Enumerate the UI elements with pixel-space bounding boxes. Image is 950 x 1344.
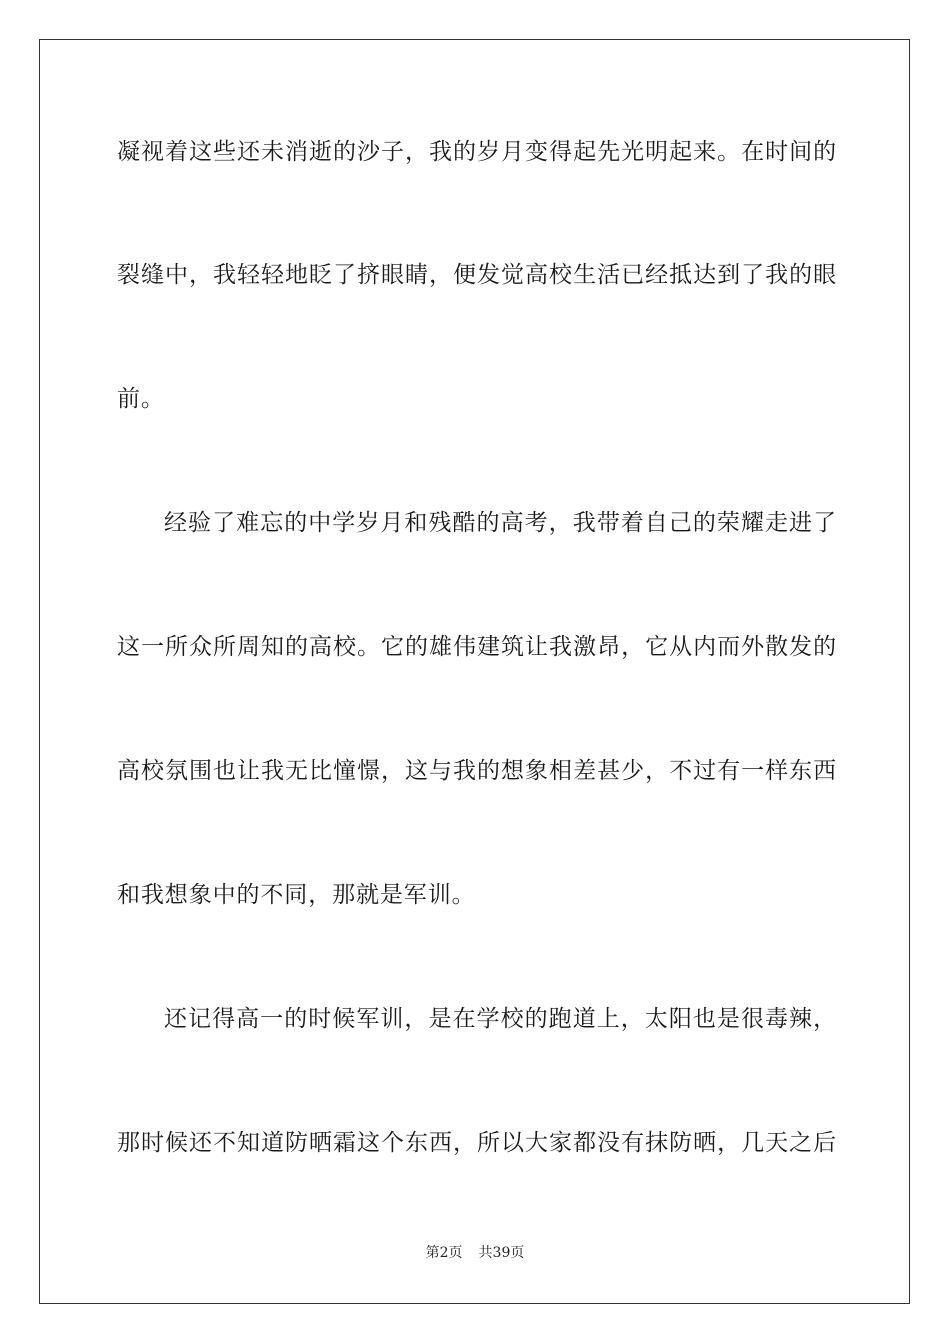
paragraph-line: 经验了难忘的中学岁月和残酷的高考，我带着自己的荣耀走进了: [164, 510, 837, 536]
paragraph-line: 凝视着这些还未消逝的沙子，我的岁月变得起先光明起来。在时间的: [117, 139, 837, 165]
page-number: 第2页: [425, 1245, 463, 1261]
paragraph-line: 和我想象中的不同，那就是军训。: [117, 882, 476, 908]
page-total: 共39页: [478, 1245, 525, 1261]
paragraph-line: 这一所众所周知的高校。它的雄伟建筑让我激昂，它从内而外散发的: [117, 634, 837, 660]
paragraph-line: 那时候还不知道防晒霜这个东西，所以大家都没有抹防晒，几天之后: [117, 1130, 837, 1156]
page-footer: [0, 1244, 950, 1262]
paragraph-line: 高校氛围也让我无比憧憬，这与我的想象相差甚少，不过有一样东西: [117, 758, 837, 784]
page-border: [39, 39, 910, 1304]
paragraph-line: 还记得高一的时候军训，是在学校的跑道上，太阳也是很毒辣，: [164, 1006, 837, 1032]
paragraph-line: 裂缝中，我轻轻地眨了挤眼睛，便发觉高校生活已经抵达到了我的眼: [117, 262, 837, 288]
paragraph-line: 前。: [117, 386, 165, 412]
